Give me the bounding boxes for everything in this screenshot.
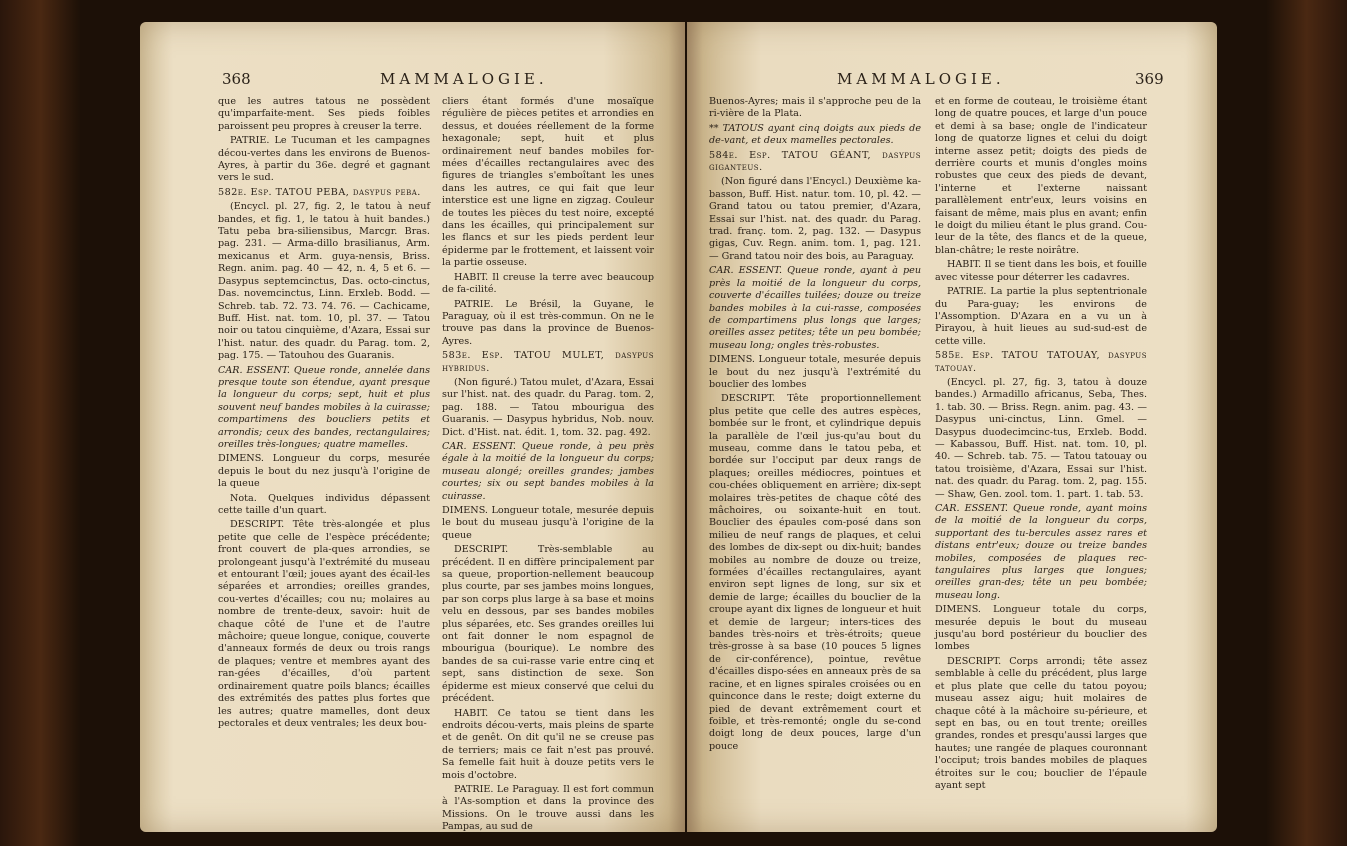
paragraph: (Non figuré.) Tatou mulet, d'Azara, Essai sur l'hist. nat. des quadr. du Parag. tom. 2, pag. 188. — Tatou mbourigua des Guaranis. — Dasypus hybridus, Nob. nouv. Dict. d'Hist. nat. édit. 1, tom. 32. pag. 492. [442,376,654,438]
paragraph: Nota. Quelques individus dépassent cette taille d'un quart. [218,492,430,516]
paragraph: CAR. ESSENT. Queue ronde, à peu près égale à la moitié de la longueur du corps; museau alongé; oreilles grandes; jambes courtes; six ou sept bandes mobiles à la cuirasse. [442,440,654,502]
left-column-2 [442,96,654,832]
paragraph: HABIT. Il creuse la terre avec beaucoup de fa-cilité. [442,271,654,296]
species-heading: 583e. Esp. TATOU MULET, dasypus hybridus. [442,350,654,374]
paragraph: DESCRIPT. Tête proportionnellement plus petite que celle des autres espèces, bombée sur le front, et cylindrique depuis la parallèle de l'œil jus-qu'au bout du museau, comme dans le tatou peba, et bordée sur l'occiput par deux rangs de plaques; oreilles médiocres, pointues et cou-chées obliquement en arrière; dix-sept molaires très-petites de chaque côté des mâchoires, ou soixante-huit en tout. Bouclier des épaules com-posé dans son milieu de neuf rangs de plaques, et celui des lombes de dix-sept ou dix-huit; bandes mobiles au nombre de douze ou treize, formées d'écailles rectangulaires, ayant environ sept lignes de long, sur six et demie de large; écailles du bouclier de la croupe ayant dix lignes de longueur et huit et demie de largeur; inters-tices des bandes très-noirs et très-étroits; queue très-grosse à sa base (10 pouces 5 lignes de cir-conférence), pointue, revêtue d'écailles dispo-sées en anneaux près de sa racine, et en lignes spirales croisées ou en quinconce dans le reste; doigt externe du pied de devant extrêmement court et foible, et très-remonté; ongle du se-cond doigt long de deux pouces, large d'un pouce [709,393,921,752]
paragraph: DESCRIPT. Corps arrondi; tête assez semblable à celle du précédent, plus large et plus plate que celle du tatou poyou; museau assez aigu; huit molaires de chaque côté à la mâchoire su-périeure, et sept en bas, ou en tout trente; oreilles grandes, rondes et presqu'aussi larges que hautes; une rangée de plaques couronnant l'occiput; trois bandes mobiles de plaques étroites sur le cou; bouclier de l'épaule ayant sept [935,655,1147,791]
dimensions: DIMENS. Longueur totale, mesurée depuis le bout du nez jusqu'à l'extrémité du bouclier des lombes [709,354,921,390]
left-column-1 [218,96,430,732]
paragraph: (Encycl. pl. 27, fig. 3, tatou à douze bandes.) Armadillo africanus, Seba, Thes. 1. tab. 30. — Briss. Regn. anim. pag. 43. — Dasypus uni-cinctus, Linn. Gmel. — Dasypus duodecimcinc-tus, Erxleb. Bodd. — Kabassou, Buff. Hist. nat. tom. 10, pl. 40. — Schreb. tab. 75. — Tatou tatouay ou tatou troisième, d'Azara, Essai sur l'hist. nat. des quadr. du Parag. tom. 2, pag. 155. — Shaw, Gen. zool. tom. 1. part. 1. tab. 53. [935,376,1147,500]
running-head-right: MAMMALOGIE. [837,70,1005,88]
species-heading: 584e. Esp. TATOU GÉANT, dasypus giganteus. [709,149,921,174]
paragraph: cliers étant formés d'une mosaïque régulière de pièces petites et arrondies en dessus, et douées réellement de la forme hexagonale; sept, huit et plus ordinairement neuf bandes mobiles for-mées d'écailles rectangulaires avec des figures de triangles s'emboîtant les unes dans les autres, ce qui fait que leur interstice est une ligne en zigzag. Couleur de toutes les pièces du test noire, excepté dans les écailles, qui principalement sur les flancs et sur les pieds perdent leur épiderme par le frottement, et laissent voir la partie osseuse. [442,96,654,269]
paragraph: Buenos-Ayres; mais il s'approche peu de la ri-vière de la Plata. [709,96,921,120]
paragraph: DESCRIPT. Très-semblable au précédent. Il en diffère principalement par sa queue, proportion-nellement beaucoup plus courte, par ses jambes moins longues, par son corps plus large à sa base et moins velu en dessous, par ses bandes mobiles plus séparées, etc. Ses grandes oreilles lui ont fait donner le nom espagnol de mbourigua (bourique). Le nombre des bandes de sa cui-rasse varie entre cinq et sept, sans distinction de sexe. Son épiderme est mieux conservé que celui du précédent. [442,544,654,705]
page-number-left: 368 [222,70,251,88]
paragraph: PATRIE. Le Tucuman et les campagnes décou-vertes dans les environs de Buenos-Ayres, à partir du 36e. degré et gagnant vers le sud. [218,135,430,184]
paragraph: PATRIE. Le Paraguay. Il est fort commun à l'As-somption et dans la province des Missions. On le trouve aussi dans les Pampas, au sud de [442,783,654,832]
paragraph: CAR. ESSENT. Queue ronde, annelée dans presque toute son étendue, ayant presque la longueur du corps; sept, huit et plus souvent neuf bandes mobiles à la cuirasse; compartimens des boucliers petits et arrondis; ceux des bandes, rectangulaires; oreilles très-longues; quatre mamelles. [218,364,430,450]
paragraph: PATRIE. La partie la plus septentrionale du Para-guay; les environs de l'Assomption. D'Azara en a vu un à Pirayou, à huit lieues au sud-sud-est de cette ville. [935,286,1147,347]
paragraph: que les autres tatous ne possèdent qu'imparfaite-ment. Ses pieds foibles paroissent peu propres à creuser la terre. [218,96,430,132]
right-column-2 [935,96,1147,794]
paragraph: (Encycl. pl. 27, fig. 2, le tatou à neuf bandes, et fig. 1, le tatou à huit bandes.) Tatu peba bra-siliensibus, Marcgr. Bras. pag. 231. — Arma-dillo brasilianus, Arm. mexicanus et Arm. guya-nensis, Briss. Regn. anim. pag. 40 — 42, n. 4, 5 et 6. — Dasypus septemcinctus, Das. octo-cinctus, Das. novemcinctus, Linn. Erxleb. Bodd. — Schreb. tab. 72. 73. 74. 76. — Cachicame, Buff. Hist. nat. tom. 10, pl. 37. — Tatou noir ou tatou cinquième, d'Azara, Essai sur l'hist. natur. des quadr. du Parag. tom. 2, pag. 175. — Tatouhou des Guaranis. [218,201,430,362]
running-head-left: MAMMALOGIE. [380,70,548,88]
left-page [140,22,685,832]
paragraph: HABIT. Ce tatou se tient dans les endroits décou-verts, mais pleins de sparte et de genêt. On dit qu'il ne se creuse pas de terriers; mais ce fait n'est pas prouvé. Sa femelle fait huit à douze petits vers le mois d'octobre. [442,707,654,781]
section-heading: ** TATOUS ayant cinq doigts aux pieds de de-vant, et deux mamelles pectorales. [709,122,921,147]
right-page [687,22,1217,832]
species-heading: 582e. Esp. TATOU PEBA, dasypus peba. [218,186,421,198]
paragraph: PATRIE. Le Brésil, la Guyane, le Paraguay, où il est très-commun. On ne le trouve pas dans la province de Buenos-Ayres. [442,298,654,347]
dimensions: DIMENS. Longueur totale, mesurée depuis le bout du museau jusqu'à l'origine de la queue [442,505,654,541]
right-column-1 [709,96,921,755]
dimensions: DIMENS. Longueur totale du corps, mesurée depuis le bout du museau jusqu'au bord postérieur du bouclier des lombes [935,604,1147,653]
paragraph: HABIT. Il se tient dans les bois, et fouille avec vitesse pour déterrer les cadavres. [935,259,1147,283]
paragraph: et en forme de couteau, le troisième étant long de quatre pouces, et large d'un pouce et demi à sa base; ongle de l'indicateur long de quatorze lignes et celui du doigt interne assez petit; doigts des pieds de derrière courts et munis d'ongles moins robustes que ceux des pieds de devant, l'interne et l'externe naissant parallèlement entr'eux, leurs voisins en faisant de même, mais plus en avant; enfin le doigt du milieu étant le plus grand. Cou-leur de la tête, des flancs et de la queue, blan-châtre; le reste noirâtre. [935,96,1147,256]
paragraph: (Non figuré dans l'Encycl.) Deuxième ka-basson, Buff. Hist. natur. tom. 10, pl. 42. — Grand tatou ou tatou premier, d'Azara, Essai sur l'hist. nat. des quadr. du Parag. trad. franç. tom. 2, pag. 132. — Dasypus gigas, Cuv. Regn. anim. tom. 1, pag. 121. — Grand tatou noir des bois, au Paraguay. [709,176,921,262]
paragraph: CAR. ESSENT. Queue ronde, ayant à peu près la moitié de la longueur du corps, couverte d'écailles tuilées; douze ou treize bandes mobiles à la cui-rasse, composées de compartimens plus longs que larges; oreilles assez petites; tête un peu bombée; museau long; ongles très-robustes. [709,265,921,351]
species-heading: 585e. Esp. TATOU TATOUAY, dasypus tatouay. [935,350,1147,374]
paragraph: CAR. ESSENT. Queue ronde, ayant moins de la moitié de la longueur du corps, supportant des tu-bercules assez rares et distans entr'eux; douze ou treize bandes mobiles, composées de plaques rec-tangulaires plus larges que longues; oreilles gran-des; tête un peu bombée; museau long. [935,503,1147,601]
dimensions: DIMENS. Longueur du corps, mesurée depuis le bout du nez jusqu'à l'origine de la queue [218,453,430,490]
paragraph: DESCRIPT. Tête très-alongée et plus petite que celle de l'espèce précédente; front couvert de pla-ques arrondies, se prolongeant jusqu'à l'extrémité du museau et entourant l'œil; joues ayant des écail-les séparées et arrondies; oreilles grandes, cou-vertes d'écailles; cou nu; molaires au nombre de trente-deux, savoir: huit de chaque côté de l'une et de l'autre mâchoire; queue longue, conique, couverte d'anneaux formés de deux ou trois rangs de plaques; ventre et membres ayant des ran-gées d'écailles, d'où partent ordinairement quatre poils blancs; écailles des extrémités des pattes plus fortes que les autres; quatre mamelles, dont deux pectorales et deux ventrales; les deux bou- [218,519,430,729]
page-number-right: 369 [1135,70,1164,88]
